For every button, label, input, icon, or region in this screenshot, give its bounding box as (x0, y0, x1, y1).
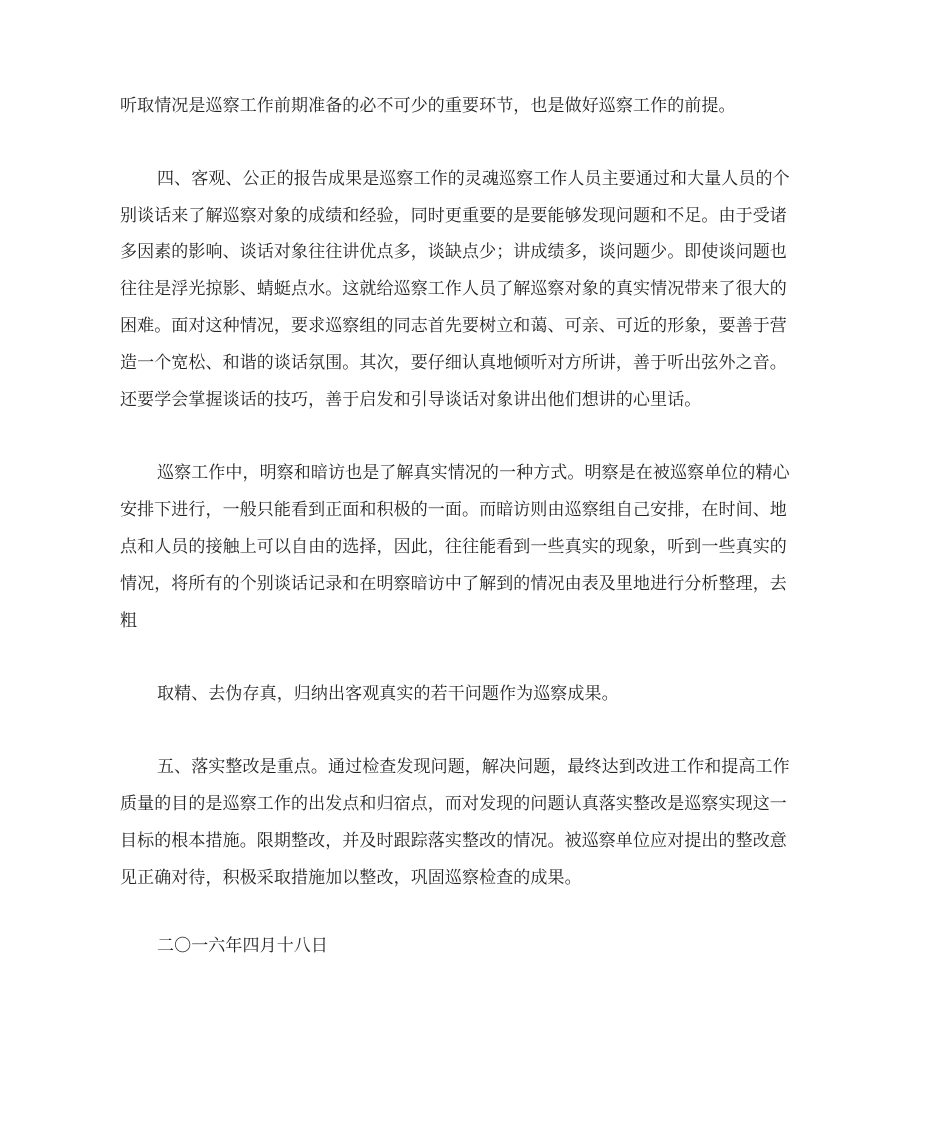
text-line: 安排下进行，一般只能看到正面和积极的一面。而暗访则由巡察组自己安排，在时间、地 (120, 500, 787, 520)
text-line: 情况，将所有的个别谈话记录和在明察暗访中了解到的情况由表及里地进行分析整理，去 (120, 574, 787, 594)
text-line: 还要学会掌握谈话的技巧，善于启发和引导谈话对象讲出他们想讲的心里话。 (120, 390, 702, 410)
text-line: 别谈话来了解巡察对象的成绩和经验，同时更重要的是要能够发现问题和不足。由于受诸 (120, 206, 787, 226)
text-line: 造一个宽松、和谐的谈话氛围。其次，要仔细认真地倾听对方所讲，善于听出弦外之音。 (120, 353, 787, 373)
text-line: 多因素的影响、谈话对象往往讲优点多，谈缺点少；讲成绩多，谈问题少。即使谈问题也 (120, 242, 787, 262)
text-line: 粗 (120, 611, 138, 631)
text-line: 点和人员的接触上可以自由的选择，因此，往往能看到一些真实的现象，听到一些真实的 (120, 537, 787, 557)
text-line: 往往是浮光掠影、蜻蜓点水。这就给巡察工作人员了解巡察对象的真实情况带来了很大的 (120, 279, 787, 299)
text-line: 质量的目的是巡察工作的出发点和归宿点，而对发现的问题认真落实整改是巡察实现这一 (120, 794, 787, 814)
text-line: 巡察工作中，明察和暗访也是了解真实情况的一种方式。明察是在被巡察单位的精心 (157, 463, 790, 483)
date-line: 二〇一六年四月十八日 (157, 936, 328, 956)
text-line: 听取情况是巡察工作前期准备的必不可少的重要环节，也是做好巡察工作的前提。 (120, 96, 736, 116)
text-line: 取精、去伪存真，归纳出客观真实的若干问题作为巡察成果。 (157, 684, 619, 704)
text-line: 见正确对待，积极采取措施加以整改，巩固巡察检查的成果。 (120, 868, 582, 888)
text-line: 五、落实整改是重点。通过检查发现问题，解决问题，最终达到改进工作和提高工作 (157, 757, 790, 777)
text-line: 四、客观、公正的报告成果是巡察工作的灵魂巡察工作人员主要通过和大量人员的个 (157, 169, 790, 189)
text-line: 目标的根本措施。限期整改，并及时跟踪落实整改的情况。被巡察单位应对提出的整改意 (120, 831, 787, 851)
text-line: 困难。面对这种情况，要求巡察组的同志首先要树立和蔼、可亲、可近的形象，要善于营 (120, 316, 787, 336)
